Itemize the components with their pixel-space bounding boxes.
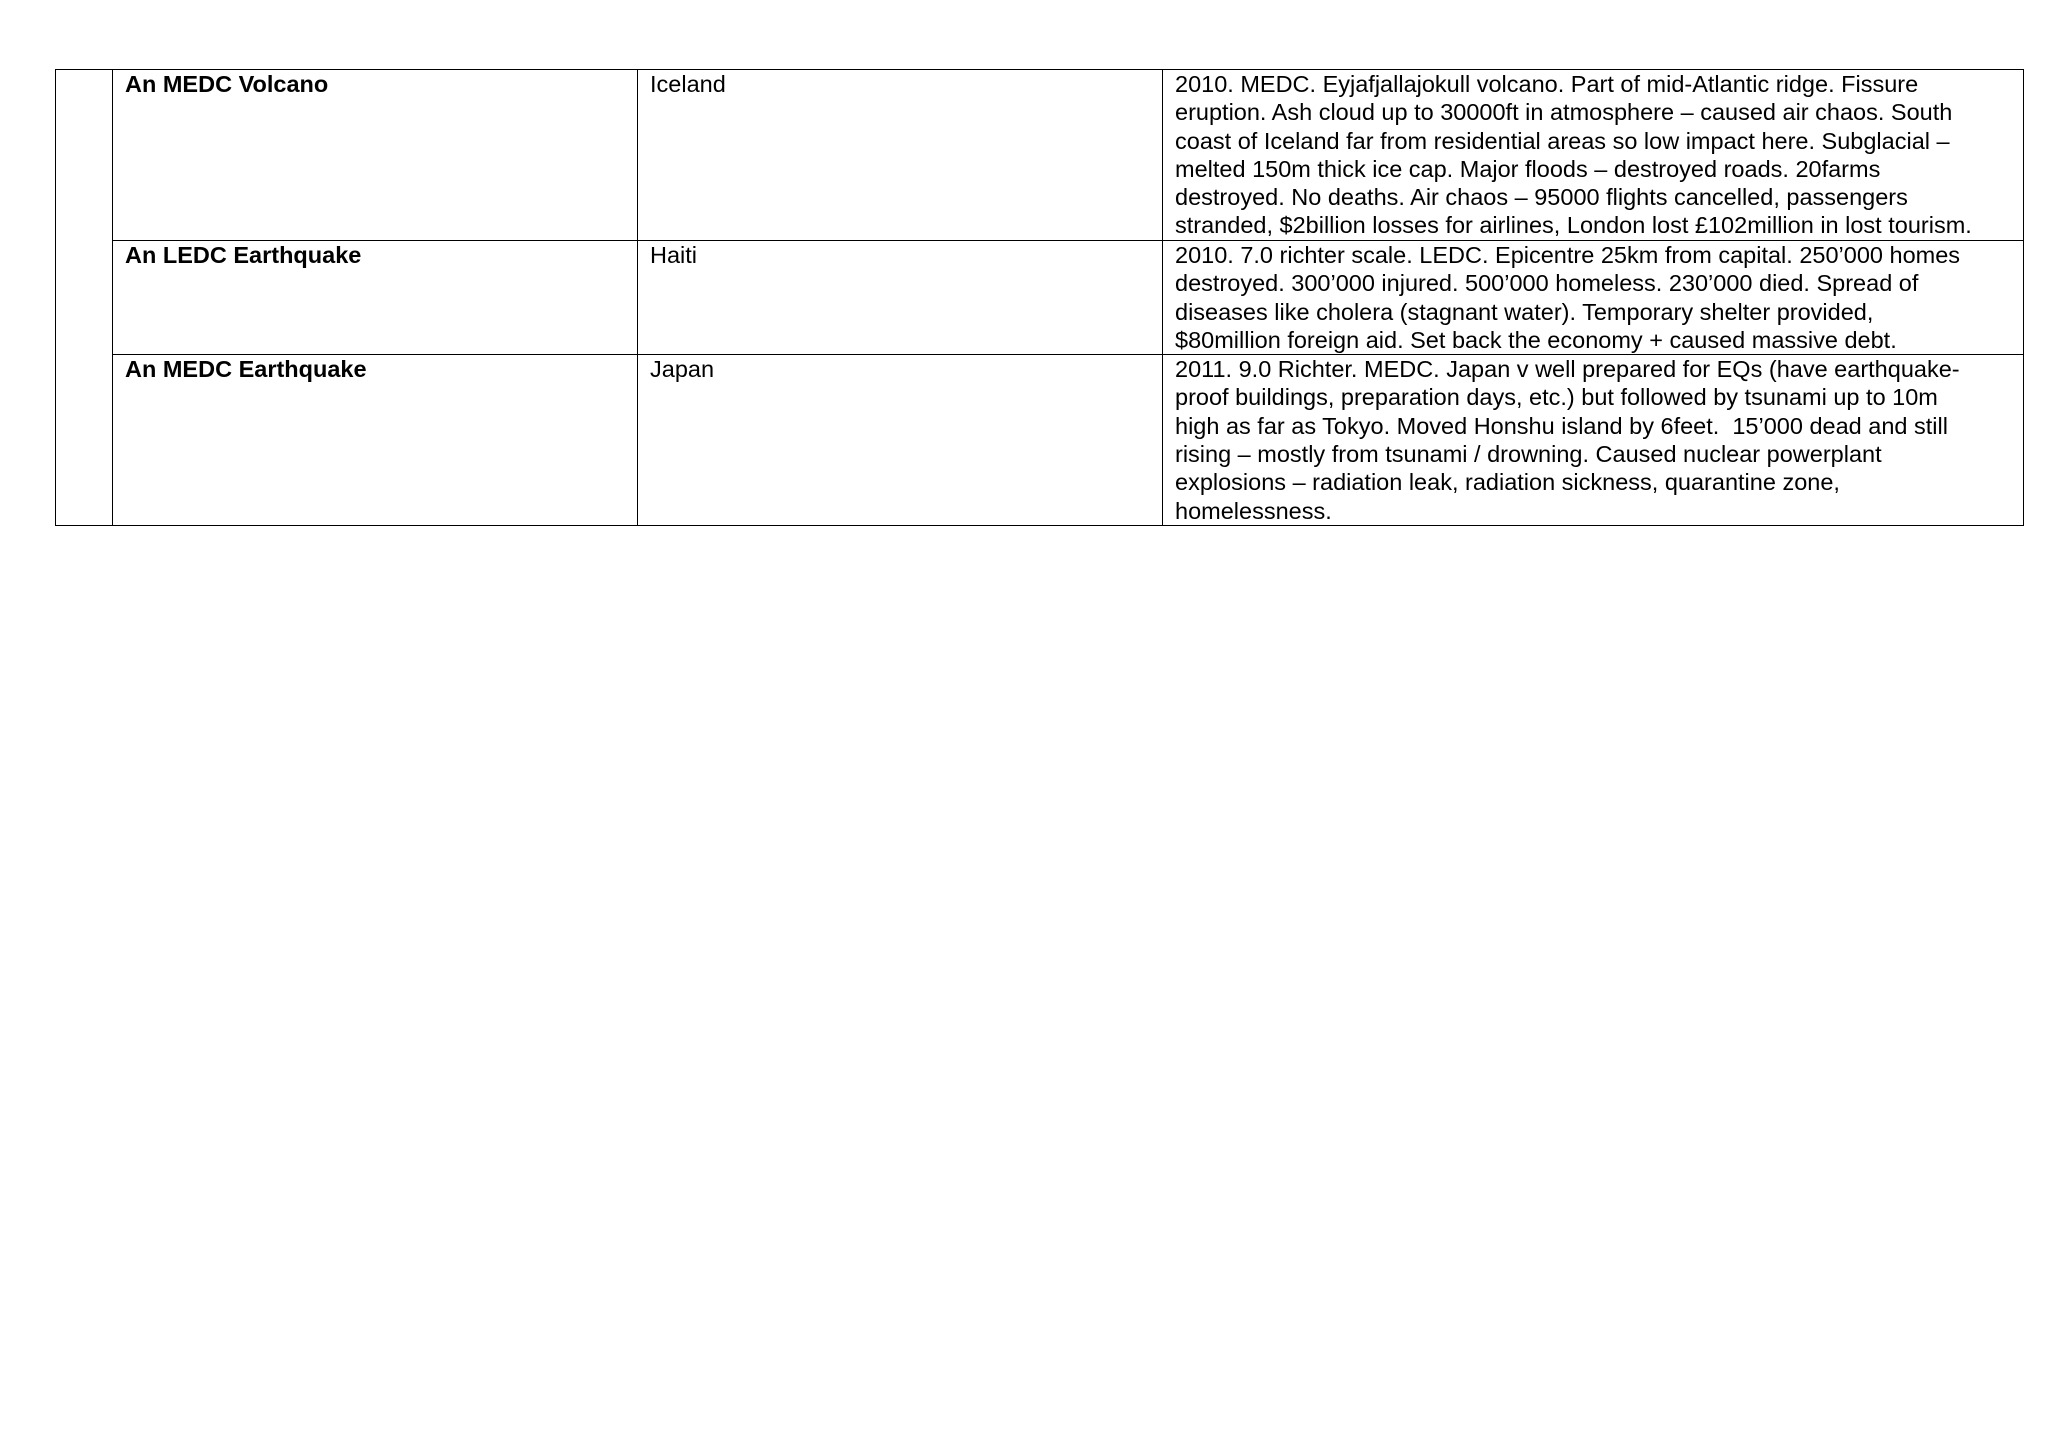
description-line: 2011. 9.0 Richter. MEDC. Japan v well prepared for EQs (have earthquake- [1175,356,1960,383]
description-line: eruption. Ash cloud up to 30000ft in atmosphere – caused air chaos. South [1175,99,1953,126]
description-line: destroyed. 300’000 injured. 500’000 homeless. 230’000 died. Spread of [1175,270,1919,297]
hazard-type-cell: An MEDC Earthquake [113,355,638,526]
description-line: destroyed. No deaths. Air chaos – 95000 flights cancelled, passengers [1175,184,1908,211]
hazard-type-cell: An LEDC Earthquake [113,241,638,355]
description-line: melted 150m thick ice cap. Major floods – destroyed roads. 20farms [1175,155,1881,182]
hazard-type-cell: An MEDC Volcano [113,70,638,241]
description-line: $80million foreign aid. Set back the economy + caused massive debt. [1175,326,1897,353]
description-cell [1163,70,2024,241]
description-line: explosions – radiation leak, radiation sickness, quarantine zone, [1175,469,1840,496]
blank-left-cell [56,70,113,526]
table-row [56,241,2024,355]
case-study-table [55,69,2024,526]
description-line: homelessness. [1175,497,1332,524]
description-line: coast of Iceland far from residential areas so low impact here. Subglacial – [1175,127,1950,154]
description-line: high as far as Tokyo. Moved Honshu island by 6feet. 15’000 dead and still [1175,412,1948,439]
description-line: rising – mostly from tsunami / drowning. Caused nuclear powerplant [1175,441,1882,468]
location-cell: Japan [638,355,1163,526]
description-line: 2010. MEDC. Eyjafjallajokull volcano. Part of mid-Atlantic ridge. Fissure [1175,71,1919,97]
description-line: proof buildings, preparation days, etc.) but followed by tsunami up to 10m [1175,384,1938,411]
description-line: diseases like cholera (stagnant water). Temporary shelter provided, [1175,298,1874,325]
table-row [56,355,2024,526]
description-cell [1163,241,2024,355]
description-line: stranded, $2billion losses for airlines, London lost £102million in lost tourism. [1175,212,1972,239]
location-cell: Haiti [638,241,1163,355]
description-line: 2010. 7.0 richter scale. LEDC. Epicentre 25km from capital. 250’000 homes [1175,242,1961,268]
location-cell: Iceland [638,70,1163,241]
table-row [56,70,2024,241]
description-cell [1163,355,2024,526]
